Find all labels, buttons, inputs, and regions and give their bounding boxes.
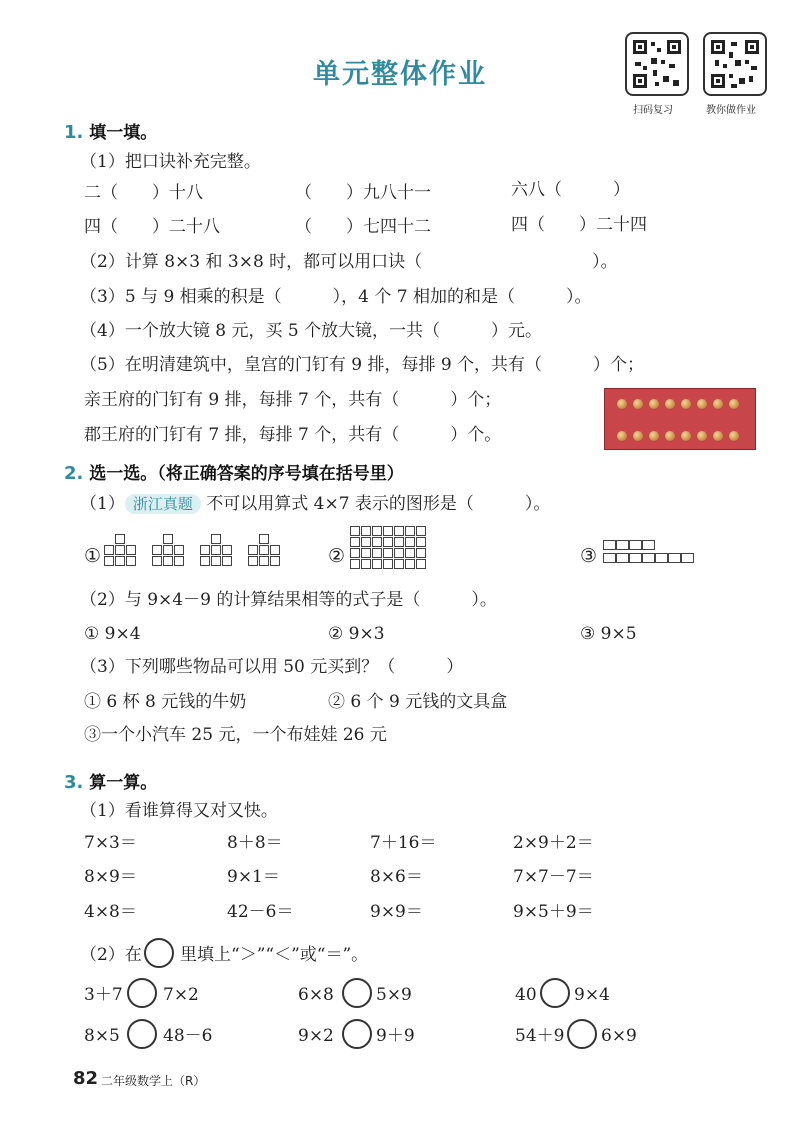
compare-circle[interactable] [567,1019,597,1049]
section-title: 算一算。 [89,773,158,793]
compare-right: 9×4 [574,985,610,1005]
compare-left: 54＋9 [515,1026,565,1046]
s3-q1-label: （1）看谁算得又对又快。 [80,801,278,821]
option-1-figure [104,534,304,574]
compare-circle[interactable] [342,1019,372,1049]
option-marker: ② [328,545,346,567]
calc-item: 9×9＝ [370,902,423,922]
compare-circle[interactable] [127,1019,157,1049]
s2-q3-option: ③一个小汽车 25 元，一个布娃娃 26 元 [84,725,387,745]
s3-q2-pre: （2）在 [80,945,142,965]
calc-item: 7＋16＝ [370,833,437,853]
book-title: 二年级数学上（R） [101,1074,206,1088]
qr-caption-review: 扫码复习 [633,105,673,116]
page-title: 单元整体作业 [313,59,487,90]
circle-icon [144,938,174,968]
s1-q5-line: 郡王府的门钉有 7 排，每排 7 个，共有（ ）个。 [84,425,502,445]
section-number: 3. [64,772,84,793]
calc-item: 4×8＝ [84,902,137,922]
calc-item: 9×1＝ [227,867,280,887]
compare-left: 40 [515,985,537,1005]
chant-item: （ ）七四十二 [295,217,431,237]
s2-q2-option: ② 9×3 [328,624,385,644]
compare-right: 48－6 [163,1026,213,1046]
option-2-figure [350,526,440,574]
s2-q1-text: 不可以用算式 4×7 表示的图形是（ ）。 [206,494,551,514]
compare-right: 7×2 [163,985,199,1005]
qr-code-icon [627,34,687,94]
s2-q1-prefix: （1） [80,494,125,514]
s2-q2-option: ③ 9×5 [580,624,637,644]
qr-code-review[interactable] [625,32,689,96]
calc-item: 8＋8＝ [227,833,283,853]
calc-item: 9×5＋9＝ [513,902,594,922]
section-title: 选一选。（将正确答案的序号填在括号里） [89,464,404,484]
s2-q3: （3）下列哪些物品可以用 50 元买到？（ ） [80,657,464,677]
s1-q5-line: （5）在明清建筑中，皇宫的门钉有 9 排，每排 9 个，共有（ ）个； [80,355,645,375]
compare-circle[interactable] [127,978,157,1008]
s2-q1 [80,494,550,514]
calc-item: 8×9＝ [84,867,137,887]
compare-left: 9×2 [298,1026,334,1046]
compare-circle[interactable] [540,978,570,1008]
option-3-figure [603,540,703,568]
section-3-heading [64,768,157,793]
compare-right: 5×9 [376,985,412,1005]
compare-left: 3＋7 [84,985,123,1005]
s2-q3-option: ① 6 杯 8 元钱的牛奶 [84,692,247,712]
s1-q2: （2）计算 8×3 和 3×8 时，都可以用口诀（ ）。 [80,252,618,272]
s1-q4: （4）一个放大镜 8 元，买 5 个放大镜，一共（ ）元。 [80,321,543,341]
s2-q2: （2）与 9×4－9 的计算结果相等的式子是（ ）。 [80,590,497,610]
calc-item: 7×3＝ [84,833,137,853]
door-nails-image [604,388,756,450]
chant-item: （ ）九八十一 [295,183,431,203]
qr-code-icon [705,34,765,94]
compare-left: 8×5 [84,1026,120,1046]
s1-q3: （3）5 与 9 相乘的积是（ ），4 个 7 相加的和是（ ）。 [80,287,592,307]
option-marker: ③ [580,545,598,567]
compare-left: 6×8 [298,985,334,1005]
qr-code-homework[interactable] [703,32,767,96]
section-2-heading [64,459,404,484]
calc-item: 42－6＝ [227,902,294,922]
chant-item: 二（ ）十八 [84,183,203,203]
s3-q2-post: 里填上“＞”“＜”或“＝”。 [180,945,369,965]
qr-caption-homework: 教你做作业 [706,105,756,116]
chant-item: 四（ ）二十八 [84,217,220,237]
page-number: 82 [73,1068,99,1089]
compare-right: 6×9 [601,1026,637,1046]
section-1-heading [64,118,157,143]
section-title: 填一填。 [89,123,158,143]
section-number: 1. [64,122,84,143]
s2-q2-option: ① 9×4 [84,624,141,644]
s2-q3-option: ② 6 个 9 元钱的文具盒 [328,692,508,712]
chant-item: 六八（ ） [511,180,630,200]
calc-item: 7×7－7＝ [513,867,594,887]
section-number: 2. [64,463,84,484]
source-tag: 浙江真题 [125,494,201,514]
calc-item: 2×9＋2＝ [513,833,594,853]
compare-circle[interactable] [342,978,372,1008]
s1-q5-line: 亲王府的门钉有 9 排，每排 7 个，共有（ ）个； [84,390,502,410]
option-marker: ① [84,545,102,567]
calc-item: 8×6＝ [370,867,423,887]
chant-item: 四（ ）二十四 [511,215,647,235]
s1-q1-label: （1）把口诀补充完整。 [80,152,261,172]
compare-right: 9＋9 [376,1026,415,1046]
